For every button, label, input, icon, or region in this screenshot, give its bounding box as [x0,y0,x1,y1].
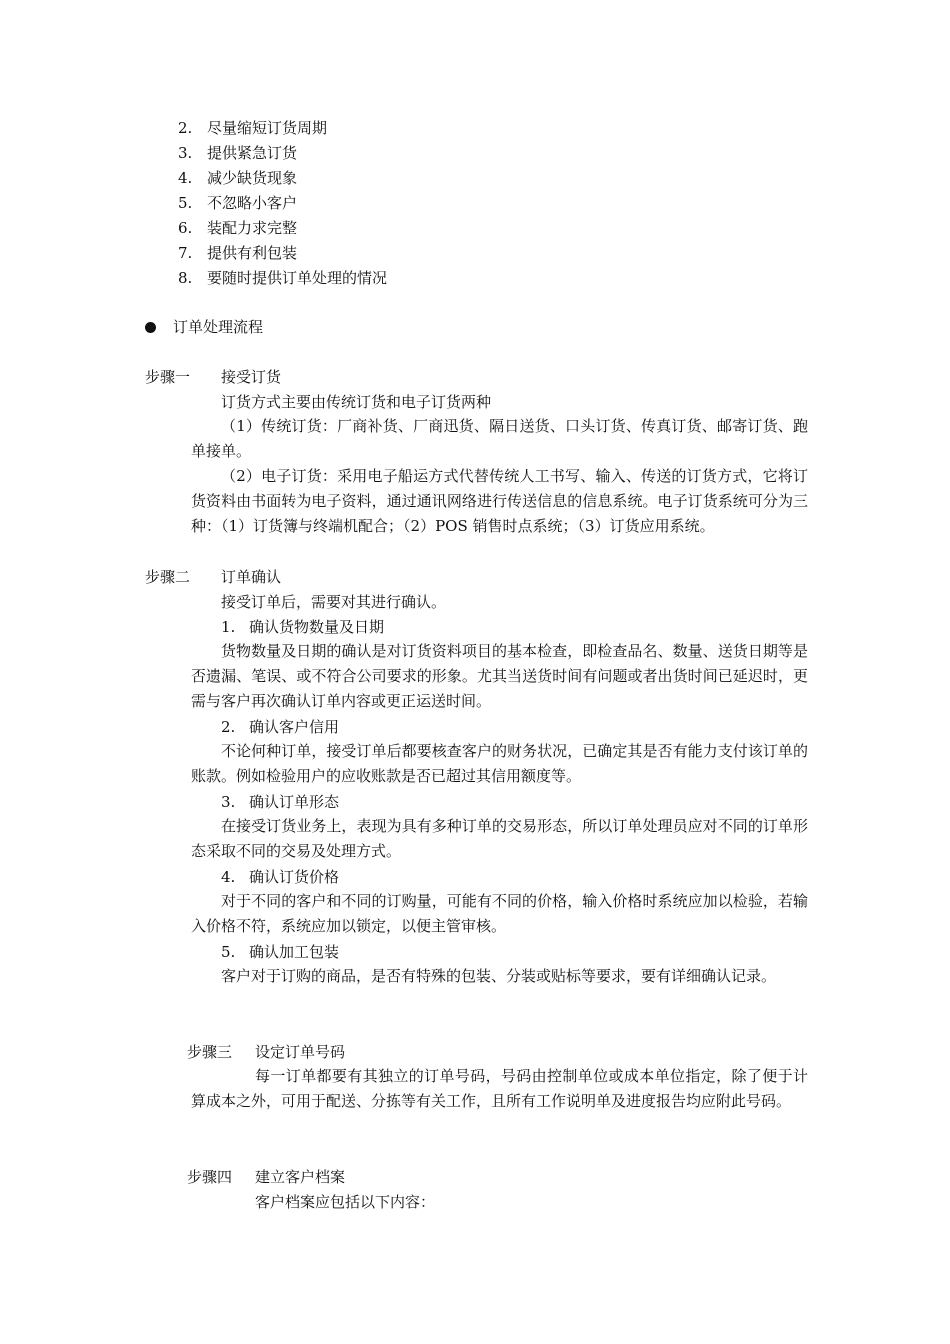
step2-item-body: 货物数量及日期的确认是对订货资料项目的基本检查，即检查品名、数量、送货日期等是否遗漏、笔误、或不符合公司要求的形象。尤其当送货时间有问题或者出货时间已延迟时，更需与客户再次确认订单内容或更正运送时间。 [191,642,808,710]
list-number: 3. [178,144,193,162]
step3-label: 步骤三 [187,1043,233,1061]
list-number: 8. [178,269,193,287]
list-item-text: 不忽略小客户 [207,194,298,212]
list-number: 5. [178,194,193,212]
step2-item-title: 确认订货价格 [249,868,340,886]
step1-label: 步骤一 [145,368,191,386]
step1-para-electronic: （2）电子订货：采用电子船运方式代替传统人工书写、输入、传送的订货方式，它将订货资料由书面转为电子资料，通过通讯网络进行传送信息的信息系统。电子订货系统可分为三种：（1）订货簿与终端机配合；（2）POS 销售时点系统；（3）订货应用系统。 [191,467,808,535]
step2-intro: 接受订单后，需要对其进行确认。 [221,593,447,611]
step4-intro: 客户档案应包括以下内容： [255,1193,436,1211]
step2-item-body: 客户对于订购的商品，是否有特殊的包装、分装或贴标等要求，要有详细确认记录。 [221,967,777,985]
step1-para-traditional: （1）传统订货：厂商补货、厂商迅货、隔日送货、口头订货、传真订货、邮寄订货、跑单接单。 [191,417,808,460]
step2-item-title: 确认客户信用 [249,718,340,736]
step1-intro: 订货方式主要由传统订货和电子订货两种 [221,393,492,411]
list-item-text: 要随时提供订单处理的情况 [207,269,388,287]
list-item-text: 尽量缩短订货周期 [207,119,328,137]
section-heading: 订单处理流程 [173,318,264,336]
list-item-text: 提供紧急订货 [207,144,298,162]
step2-item-number: 4. [221,868,236,886]
list-number: 2. [178,119,193,137]
list-item-text: 提供有利包装 [207,244,298,262]
step2-title: 订单确认 [221,568,282,586]
step4-title: 建立客户档案 [255,1168,346,1186]
bullet-icon [145,322,156,333]
list-number: 7. [178,244,193,262]
step2-item-body: 不论何种订单，接受订单后都要核查客户的财务状况，已确定其是否有能力支付该订单的账款。例如检验用户的应收账款是否已超过其信用额度等。 [191,742,808,785]
step2-item-body: 在接受订货业务上，表现为具有多种订单的交易形态，所以订单处理员应对不同的订单形态采取不同的交易及处理方式。 [191,817,808,860]
list-item-text: 装配力求完整 [207,219,298,237]
step3-body: 每一订单都要有其独立的订单号码，号码由控制单位或成本单位指定，除了便于计算成本之外，可用于配送、分拣等有关工作，且所有工作说明单及进度报告均应附此号码。 [191,1067,808,1110]
step2-item-number: 2. [221,718,236,736]
step4-label: 步骤四 [187,1168,233,1186]
list-number: 4. [178,169,193,187]
step2-item-body: 对于不同的客户和不同的订购量，可能有不同的价格，输入价格时系统应加以检验，若输入价格不符，系统应加以锁定，以便主管审核。 [191,892,808,935]
list-number: 6. [178,219,193,237]
step2-item-number: 1. [221,618,236,636]
step2-item-title: 确认加工包装 [249,943,340,961]
step2-label: 步骤二 [145,568,191,586]
list-item-text: 减少缺货现象 [207,169,298,187]
step2-item-number: 5. [221,943,236,961]
step2-item-number: 3. [221,793,236,811]
step2-item-title: 确认货物数量及日期 [249,618,385,636]
step3-title: 设定订单号码 [255,1043,346,1061]
step1-title: 接受订货 [221,368,282,386]
step2-item-title: 确认订单形态 [249,793,340,811]
